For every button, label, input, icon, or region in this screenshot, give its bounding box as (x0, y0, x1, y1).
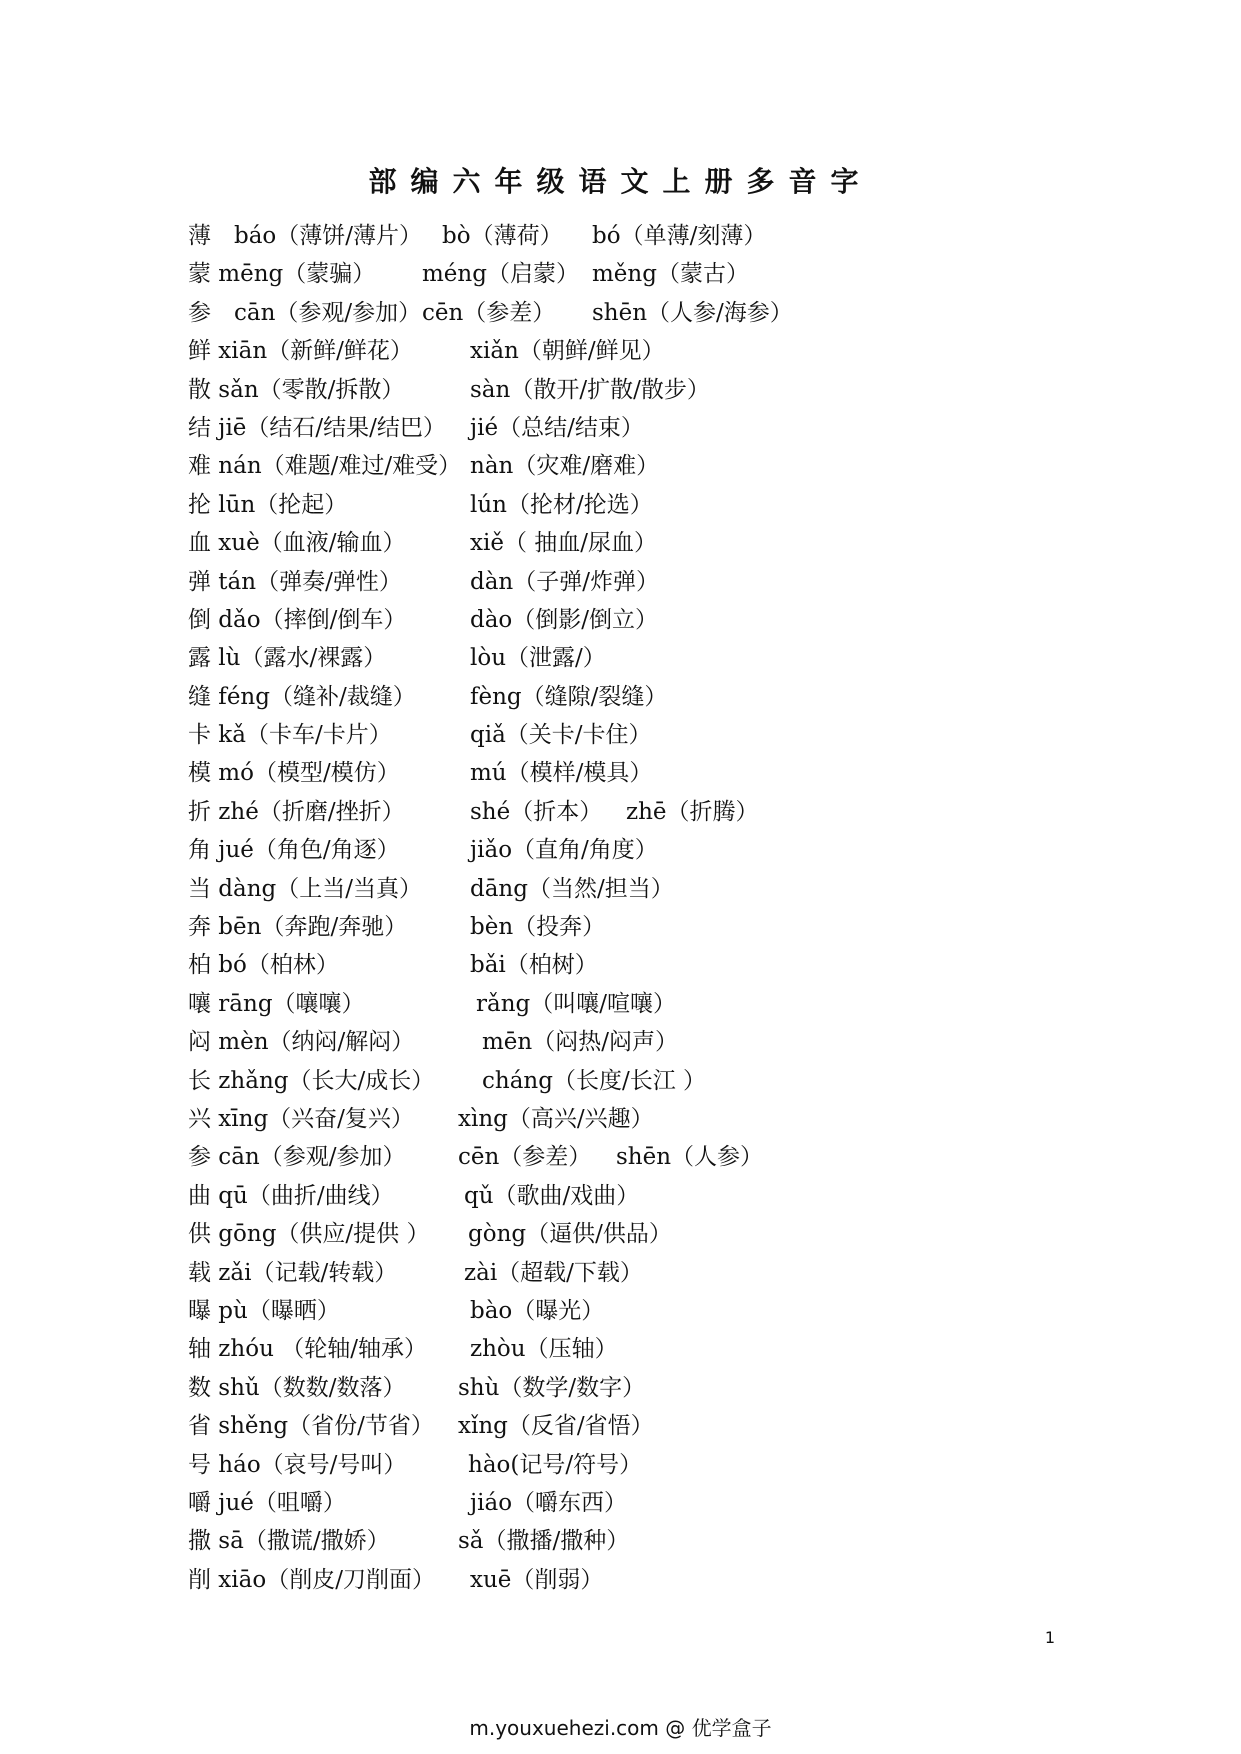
polyphone-row (188, 831, 1148, 869)
character-reading: 嚼 jué（咀嚼） (188, 1489, 346, 1516)
character-reading: 倒 dǎo（摔倒/倒车） (188, 606, 407, 633)
character-reading: 卡 kǎ（卡车/卡片） (188, 722, 392, 749)
alternate-reading: mēn（闷热/闷声） (482, 1029, 678, 1056)
polyphone-row (188, 1330, 1148, 1368)
polyphone-row (188, 716, 1148, 754)
character-reading: 削 xiāo（削皮/刀削面） (188, 1566, 435, 1593)
alternate-reading: xuē（削弱） (470, 1566, 604, 1593)
alternate-reading: bèn（投奔） (470, 914, 606, 941)
polyphone-row (188, 255, 1148, 293)
polyphone-row (188, 294, 1148, 332)
character-reading: 曝 pù（曝晒） (188, 1297, 340, 1324)
character-reading: 载 zǎi（记载/转载） (188, 1259, 398, 1286)
polyphone-row (188, 217, 1148, 255)
character-reading: 曲 qū（曲折/曲线） (188, 1182, 394, 1209)
character-reading: 血 xuè（血液/输血） (188, 530, 406, 557)
alternate-reading: qiǎ（关卡/卡住） (470, 722, 652, 749)
polyphone-row (188, 1522, 1148, 1560)
alternate-reading: xǐng（反省/省悟） (458, 1413, 654, 1440)
alternate-reading: xìng（高兴/兴趣） (458, 1105, 654, 1132)
polyphone-row (188, 793, 1148, 831)
polyphone-row (188, 563, 1148, 601)
polyphone-row (188, 1215, 1148, 1253)
alternate-reading: lún（抡材/抡选） (470, 491, 653, 518)
character-reading: 号 háo（哀号/号叫） (188, 1451, 407, 1478)
polyphone-row (188, 524, 1148, 562)
polyphone-row (188, 678, 1148, 716)
character-reading: 当 dàng（上当/当真） (188, 875, 423, 902)
polyphone-row (188, 1023, 1148, 1061)
character-reading: 省 shěng（省份/节省） (188, 1413, 434, 1440)
alternate-reading: lòu（泄露/） (470, 645, 606, 672)
alternate-reading: dào（倒影/倒立） (470, 606, 659, 633)
alternate-reading: zài（超载/下载） (464, 1259, 643, 1286)
alternate-reading: xiě（ 抽血/尿血） (470, 530, 657, 557)
alternate-reading: jiáo（嚼东西） (470, 1489, 628, 1516)
alternate-reading: bào（曝光） (470, 1297, 605, 1324)
footer-watermark: m.youxuehezi.com @ 优学盒子 (469, 1716, 772, 1740)
polyphone-row (188, 1062, 1148, 1100)
polyphone-row (188, 908, 1148, 946)
character-reading: 数 shǔ（数数/数落） (188, 1374, 406, 1401)
polyphone-row (188, 1407, 1148, 1445)
polyphone-row (188, 754, 1148, 792)
polyphone-row (188, 1254, 1148, 1292)
alternate-reading: méng（启蒙） (422, 261, 579, 288)
alternate-reading: cēn（参差） (458, 1144, 592, 1171)
alternate-reading: qǔ（歌曲/戏曲） (464, 1182, 640, 1209)
polyphone-row (188, 985, 1148, 1023)
alternate-reading: jié（总结/结束） (470, 414, 644, 441)
character-reading: 嚷 rāng（嚷嚷） (188, 990, 365, 1017)
polyphone-row (188, 946, 1148, 984)
character-reading: 折 zhé（折磨/挫折） (188, 798, 405, 825)
alternate-reading: hào(记号/符号） (468, 1451, 643, 1478)
alternate-reading: dàn（子弹/炸弹） (470, 568, 659, 595)
alternate-reading: nàn（灾难/磨难） (470, 453, 660, 480)
alternate-reading: shù（数学/数字） (458, 1374, 646, 1401)
polyphone-row (188, 409, 1148, 447)
alternate-reading: rǎng（叫嚷/喧嚷） (476, 990, 676, 1017)
polyphone-row (188, 332, 1148, 370)
polyphone-row (188, 1138, 1148, 1176)
alternate-reading: gòng（逼供/供品） (468, 1221, 672, 1248)
alternate-reading: sǎ（撒播/撒种） (458, 1528, 630, 1555)
polyphone-row (188, 1292, 1148, 1330)
alternate-reading: shé（折本） (470, 798, 603, 825)
character-reading: 柏 bó（柏林） (188, 952, 339, 979)
polyphone-row (188, 1561, 1148, 1599)
polyphone-row (188, 486, 1148, 524)
alternate-reading: sàn（散开/扩散/散步） (470, 376, 710, 403)
alternate-reading: cháng（长度/长江 ） (482, 1067, 707, 1094)
character-reading: 供 gōng（供应/提供 ） (188, 1221, 430, 1248)
polyphone-row (188, 371, 1148, 409)
character-reading: 角 jué（角色/角逐） (188, 837, 400, 864)
polyphone-row (188, 1100, 1148, 1138)
character-reading: 轴 zhóu （轮轴/轴承） (188, 1336, 427, 1363)
alternate-reading: shēn（人参） (616, 1144, 764, 1171)
alternate-reading: bǎi（柏树） (470, 952, 598, 979)
alternate-reading: měng（蒙古） (592, 261, 749, 288)
character-reading: 奔 bēn（奔跑/奔驰） (188, 914, 408, 941)
alternate-reading: bó（单薄/刻薄） (592, 223, 767, 249)
character-reading: 结 jiē（结石/结果/结巴） (188, 414, 446, 441)
polyphone-row (188, 1484, 1148, 1522)
character-reading: 抡 lūn（抡起） (188, 491, 348, 518)
character-reading: 兴 xīng（兴奋/复兴） (188, 1105, 414, 1132)
character-reading: 弹 tán（弹奏/弹性） (188, 568, 402, 595)
character-reading: 散 sǎn（零散/拆散） (188, 376, 405, 403)
alternate-reading: zhē（折腾） (626, 798, 759, 825)
polyphone-row (188, 601, 1148, 639)
alternate-reading: mú（模样/模具） (470, 760, 653, 787)
alternate-reading: fèng（缝隙/裂缝） (470, 683, 668, 710)
alternate-reading: dāng（当然/担当） (470, 875, 674, 902)
character-reading: 参 cān（参观/参加） (188, 299, 422, 326)
alternate-reading: cēn（参差） (422, 299, 556, 326)
alternate-reading: zhòu（压轴） (470, 1336, 618, 1363)
polyphone-row (188, 639, 1148, 677)
character-reading: 缝 féng（缝补/裁缝） (188, 683, 416, 710)
character-reading: 撒 sā（撒谎/撒娇） (188, 1528, 390, 1555)
alternate-reading: xiǎn（朝鲜/鲜见） (470, 338, 665, 365)
alternate-reading: bò（薄荷） (442, 223, 563, 249)
alternate-reading: jiǎo（直角/角度） (470, 837, 658, 864)
polyphone-row (188, 870, 1148, 908)
character-reading: 露 lù（露水/裸露） (188, 645, 387, 672)
character-reading: 长 zhǎng（长大/成长） (188, 1067, 435, 1094)
character-reading: 难 nán（难题/难过/难受） (188, 453, 462, 480)
page-title: 部编六年级语文上册多音字 (368, 165, 873, 198)
character-reading: 参 cān（参观/参加） (188, 1144, 406, 1171)
page-number: 1 (1044, 1628, 1055, 1647)
character-reading: 闷 mèn（纳闷/解闷） (188, 1029, 415, 1056)
polyphone-row (188, 1369, 1148, 1407)
character-reading: 模 mó（模型/模仿） (188, 760, 400, 787)
polyphone-row (188, 1177, 1148, 1215)
polyphone-row (188, 1446, 1148, 1484)
character-reading: 薄 báo（薄饼/薄片） (188, 223, 423, 249)
alternate-reading: shēn（人参/海参） (592, 299, 793, 326)
character-reading: 鲜 xiān（新鲜/鲜花） (188, 338, 413, 365)
polyphone-row (188, 447, 1148, 485)
polyphone-list (188, 217, 1148, 1599)
character-reading: 蒙 mēng（蒙骗） (188, 261, 376, 288)
